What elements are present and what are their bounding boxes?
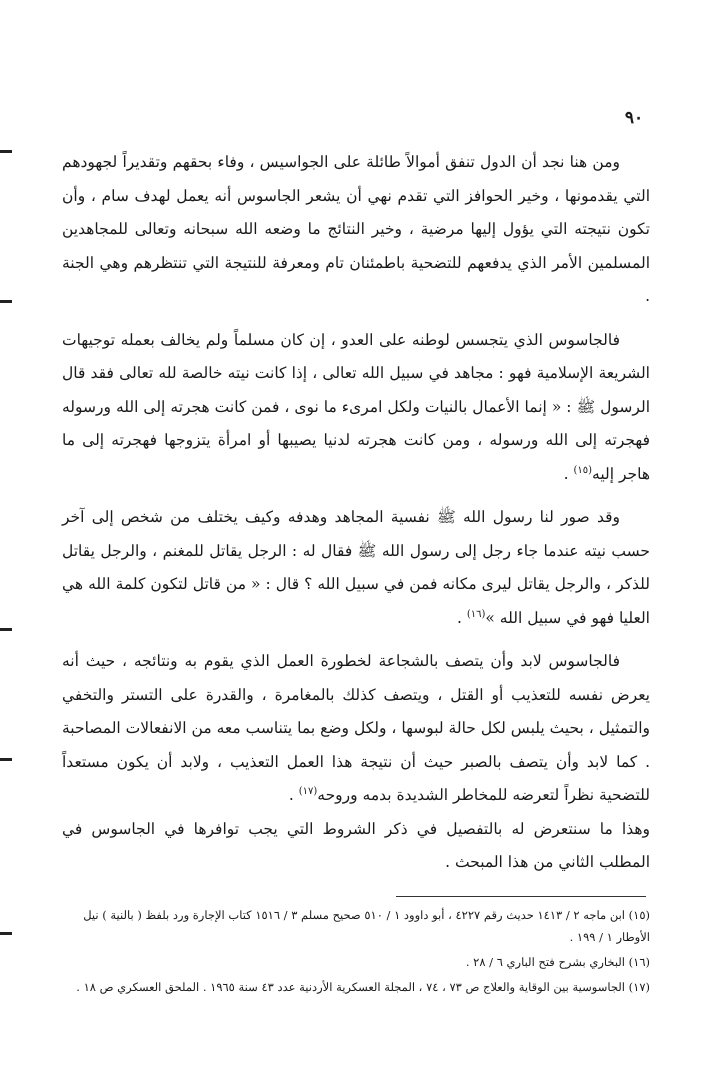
paragraph-text: وقد صور لنا رسول الله ﷺ نفسية المجاهد وهدفه وكيف يختلف من شخص إلى آخر حسب نيته عندما جاء رجل إلى رسول الله ﷺ فقال له : الرجل يقاتل للمغنم ، والرجل يقاتل للذكر ، والرجل يقاتل ليرى مكانه فمن في سبيل الله ؟ قال : « من قاتل لتكون كلمة الله هي العليا فهو في سبيل الله »	[62, 508, 650, 627]
page-edge-mark	[0, 150, 12, 153]
page-number: ٩٠	[624, 108, 644, 128]
page-edge-mark	[0, 300, 12, 303]
footnotes	[62, 904, 650, 1001]
paragraph-text: وهذا ما سنتعرض له بالتفصيل في ذكر الشروط التي يجب توافرها في الجاسوس في المطلب الثاني من هذا المبحث .	[62, 819, 650, 871]
paragraph	[62, 501, 650, 635]
paragraph-end: .	[563, 464, 574, 483]
paragraph-end: .	[288, 786, 299, 804]
footnote-15: (١٥) ابن ماجه ٢ / ١٤١٣ حديث رقم ٤٢٢٧ ، أبو داوود ١ / ٥١٠ صحيح مسلم ٣ / ١٥١٦ كتاب الإجارة ورد بلفظ ( بالنية ) نيل الأوطار ١ / ١٩٩ .	[83, 908, 650, 944]
page-edge-mark	[0, 932, 12, 935]
paragraph-text: ومن هنا نجد أن الدول تنفق أموالاً طائلة على الجواسيس ، وفاء بحقهم وتقديراً لجهودهم التي يقدمونها ، وخير الحوافز التي تقدم نهي أن يشعر الجاسوس أنه يعمل لهدف سام ، وأن تكون نتيجته التي يؤول إليها مرضية ، وخير النتائج ما وضعه الله سبحانه وتعالى للمجاهدين المسلمين الأمر الذي يدفعهم للتضحية باطمئنان تام ومعرفة للنتيجة التي تنتظرهم وهي الجنة .	[62, 153, 650, 305]
body-text	[62, 146, 650, 880]
paragraph	[62, 645, 650, 813]
paragraph-text: فالجاسوس الذي يتجسس لوطنه على العدو ، إن كان مسلماً ولم يخالف بعمله توجيهات الشريعة الإسلامية فهو : مجاهد في سبيل الله تعالى ، إذا كانت نيته خالصة لله تعالى فقد قال الرسول ﷺ : « إنما الأعمال بالنيات ولكل امرىء ما نوى ، فمن كانت هجرته إلى الله ورسوله فهجرته إلى الله ورسوله ، ومن كانت هجرته لدنيا يصيبها أو امرأة يتزوجها فهجرته إلى ما هاجر إليه	[62, 330, 650, 483]
footnote-reference[interactable]: (١٥)	[573, 464, 593, 476]
page-edge-mark	[0, 758, 12, 761]
footnote-16: (١٦) البخاري بشرح فتح الباري ٦ / ٢٨ .	[465, 955, 650, 969]
footnote-reference[interactable]: (١٦)	[466, 608, 486, 620]
footnote-divider	[396, 896, 646, 897]
paragraph	[62, 146, 650, 314]
page-edge-mark	[0, 628, 12, 631]
paragraph	[62, 813, 650, 880]
footnote-reference[interactable]: (١٧)	[298, 785, 318, 797]
paragraph	[62, 324, 650, 492]
paragraph-end: .	[456, 608, 467, 627]
paragraph-text: فالجاسوس لابد وأن يتصف بالشجاعة لخطورة العمل الذي يقوم به ونتائجه ، حيث أنه يعرض نفسه للتعذيب أو القتل ، ويتصف كذلك بالمغامرة ، والقدرة على التستر والتخفي والتمثيل ، بحيث يلبس لكل حالة لبوسها ، ولكل وضع بما يتناسب معه من الانفعالات المصاحبة . كما لابد وأن يتصف بالصبر حيث أن نتيجة هذا العمل التعذيب ، ولابد أن يكون مستعداً للتضحية نظراً لتعرضه للمخاطر الشديدة بدمه وروحه	[62, 652, 650, 804]
footnote-17: (١٧) الجاسوسية بين الوقاية والعلاج ص ٧٣ ، ٧٤ ، المجلة العسكرية الأردنية عدد ٤٣ سنة ١٩٦٥ . الملحق العسكري ص ١٨ .	[76, 980, 650, 994]
